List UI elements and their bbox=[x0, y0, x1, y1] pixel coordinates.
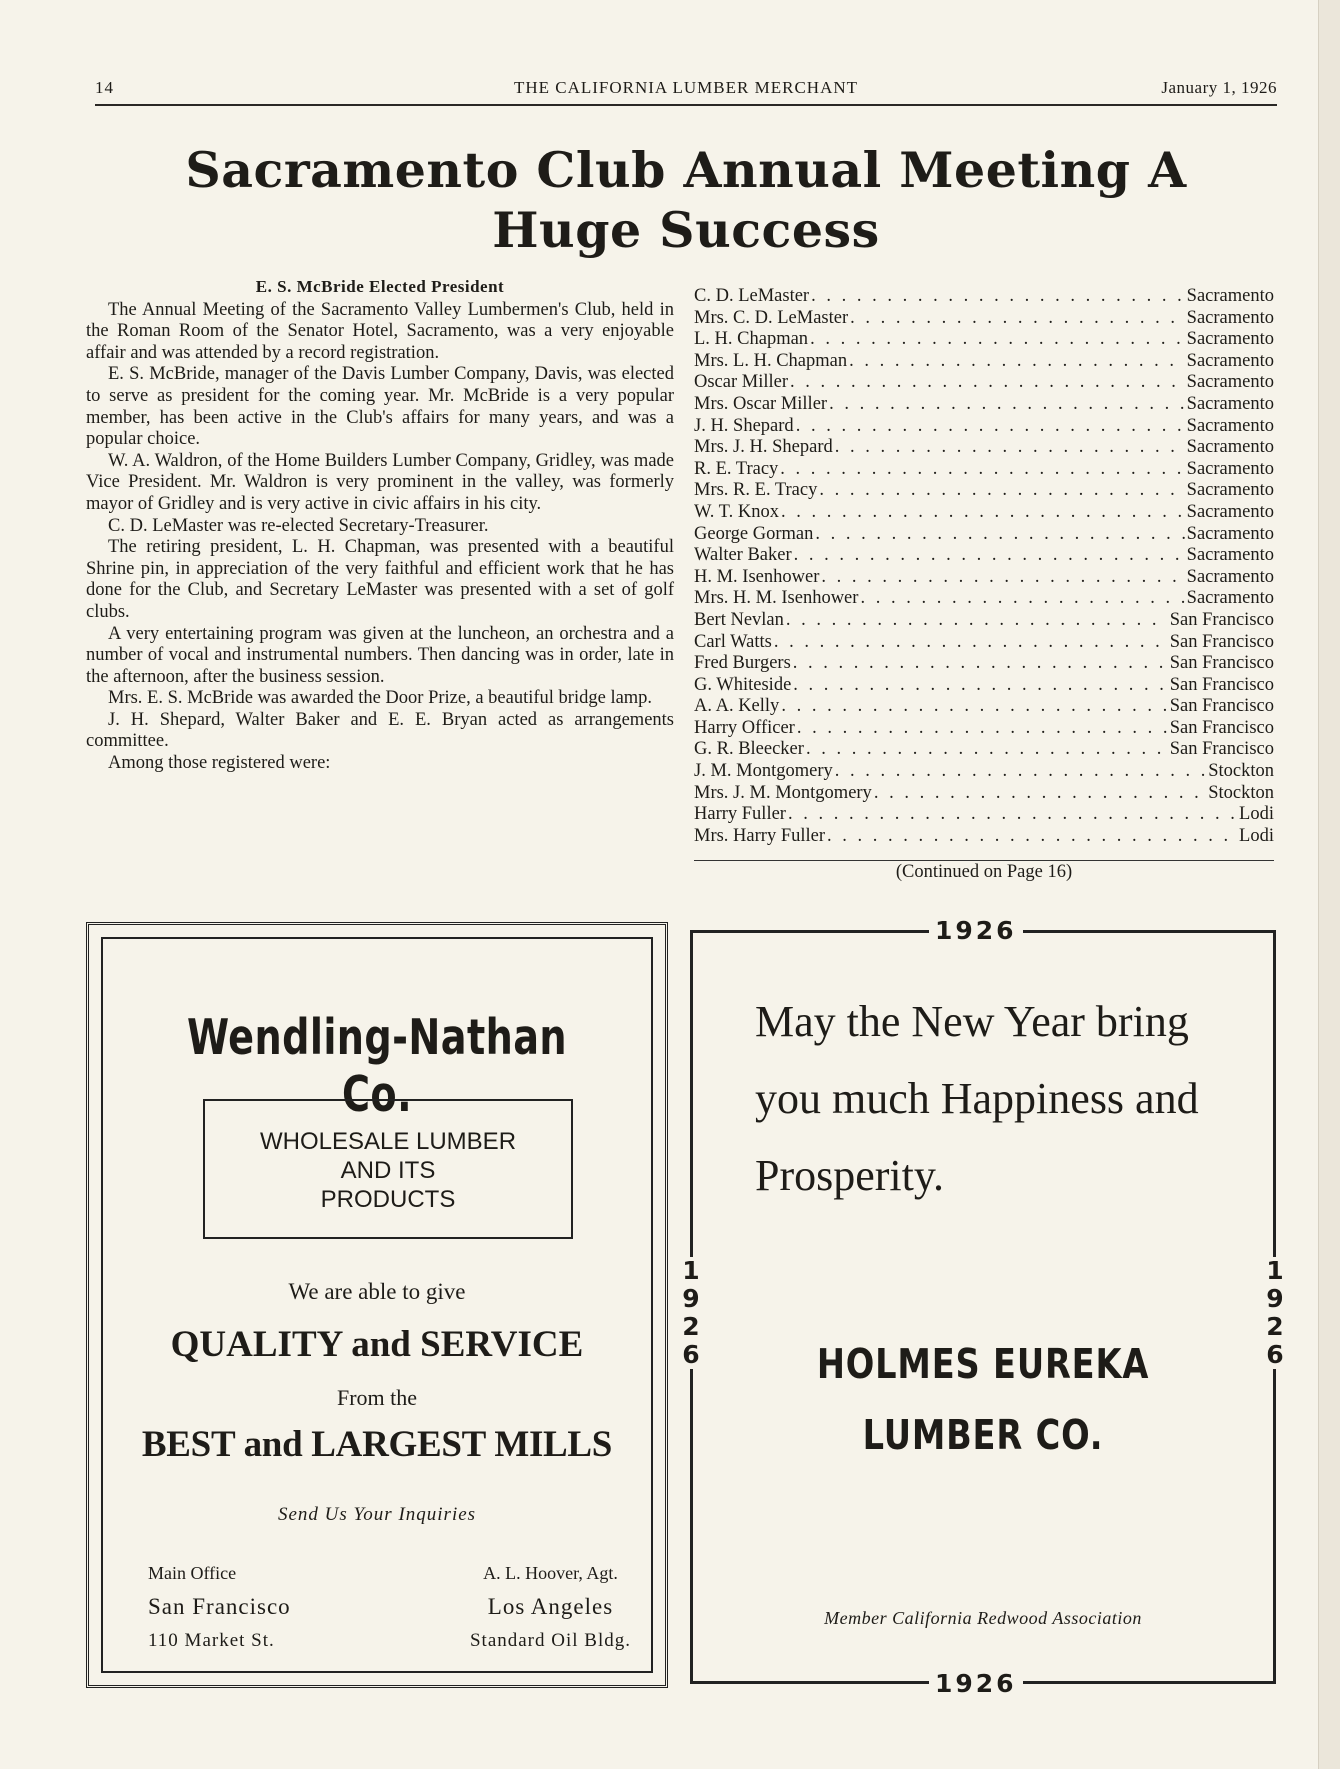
registrant-row bbox=[694, 610, 1274, 632]
article-paragraph: E. S. McBride, manager of the Davis Lumber Company, Davis, was elected to serve as president for the coming year. Mr. McBride is a very popular member, has been active in the Club's affairs for many years, and was a popular choice. bbox=[86, 364, 674, 450]
ad-product-box bbox=[203, 1099, 573, 1239]
office-label: A. L. Hoover, Agt. bbox=[483, 1563, 618, 1583]
leader-dots bbox=[835, 761, 1206, 783]
registrant-row bbox=[694, 372, 1274, 394]
registrant-name: Walter Baker bbox=[694, 545, 792, 566]
box-line: AND ITS bbox=[340, 1157, 436, 1184]
article-paragraph: The Annual Meeting of the Sacramento Valley Lumbermen's Club, held in the Roman Room of the Senator Hotel, Sacramento, was a very enjoyable affair and was attended by a record registration. bbox=[86, 299, 674, 363]
office-address: Standard Oil Bldg. bbox=[469, 1630, 631, 1651]
office-city: Los Angeles bbox=[487, 1594, 614, 1619]
registrant-row bbox=[694, 653, 1274, 675]
registrant-city: San Francisco bbox=[1169, 631, 1274, 652]
registrant-name: Harry Officer bbox=[694, 717, 795, 738]
registrant-row bbox=[694, 416, 1274, 438]
new-year-greeting bbox=[755, 983, 1225, 1214]
year-bottom: 1926 bbox=[929, 1669, 1023, 1698]
greeting-line: you much Happiness and bbox=[755, 1074, 1199, 1123]
article-subheading: E. S. McBride Elected President bbox=[255, 277, 505, 296]
registrant-row bbox=[694, 459, 1274, 481]
registrant-row bbox=[694, 308, 1274, 330]
year-vertical-left: 1 9 2 6 bbox=[678, 1257, 704, 1369]
registrant-name: Mrs. Oscar Miller bbox=[694, 393, 828, 414]
headline-line-1: Sacramento Club Annual Meeting A bbox=[185, 141, 1187, 199]
registrant-city: San Francisco bbox=[1169, 653, 1274, 674]
registrant-city: Sacramento bbox=[1186, 286, 1274, 306]
registrant-name: Mrs. H. M. Isenhower bbox=[694, 588, 859, 609]
leader-dots bbox=[850, 308, 1185, 330]
office-city: San Francisco bbox=[148, 1594, 291, 1619]
page-edge bbox=[1318, 0, 1340, 1769]
article-paragraph: J. H. Shepard, Walter Baker and E. E. Bryan acted as arrangements committee. bbox=[86, 709, 674, 752]
registrant-row bbox=[694, 826, 1274, 848]
page-number: 14 bbox=[95, 78, 114, 97]
registrant-row bbox=[694, 329, 1274, 351]
registrant-city: San Francisco bbox=[1169, 674, 1274, 695]
ad-line-mills: BEST and LARGEST MILLS bbox=[141, 1424, 613, 1465]
registrant-city: Sacramento bbox=[1186, 458, 1274, 479]
issue-date: January 1, 1926 bbox=[1161, 78, 1277, 97]
leader-dots bbox=[815, 524, 1184, 546]
registrant-city: Sacramento bbox=[1186, 545, 1274, 566]
registrant-city: Lodi bbox=[1239, 825, 1274, 846]
registrant-row bbox=[694, 545, 1274, 567]
registrant-city: San Francisco bbox=[1169, 717, 1274, 738]
ad-line-quality: QUALITY and SERVICE bbox=[170, 1324, 584, 1365]
leader-dots bbox=[780, 459, 1184, 481]
registrant-city: Sacramento bbox=[1186, 501, 1274, 522]
leader-dots bbox=[849, 351, 1185, 373]
leader-dots bbox=[788, 804, 1237, 826]
registrant-name: L. H. Chapman bbox=[694, 329, 809, 350]
greeting-line: May the New Year bring bbox=[755, 997, 1189, 1046]
registrant-name: A. A. Kelly bbox=[694, 696, 780, 717]
year-top: 1926 bbox=[929, 916, 1023, 945]
registrant-city: Sacramento bbox=[1186, 566, 1274, 587]
leader-dots bbox=[811, 286, 1185, 308]
registrant-city: Sacramento bbox=[1186, 393, 1274, 414]
registrant-name: Mrs. J. H. Shepard bbox=[694, 437, 833, 458]
registrant-row bbox=[694, 437, 1274, 459]
leader-dots bbox=[781, 696, 1167, 718]
registrant-city: Sacramento bbox=[1186, 307, 1274, 328]
registrant-name: Mrs. Harry Fuller bbox=[694, 825, 826, 846]
registrant-name: Oscar Miller bbox=[694, 372, 789, 393]
article-paragraph: The retiring president, L. H. Chapman, was presented with a beautiful Shrine pin, in appreciation of the very faithful and efficient work that he has done for the Club, and Secretary LeMaster was presented with a set of golf clubs. bbox=[86, 537, 674, 622]
registrant-name: J. M. Montgomery bbox=[694, 761, 833, 782]
registrant-name: Fred Burgers bbox=[694, 653, 791, 674]
ad-company-name: Wendling-Nathan Co. bbox=[186, 1009, 568, 1123]
registrant-row bbox=[694, 783, 1274, 805]
office-label: Main Office bbox=[148, 1563, 237, 1583]
column-rule bbox=[694, 860, 1274, 861]
registrant-row bbox=[694, 718, 1274, 740]
registrant-row bbox=[694, 739, 1274, 761]
registrant-name: G. Whiteside bbox=[694, 674, 792, 695]
registrant-city: Sacramento bbox=[1186, 415, 1274, 436]
registrant-city: San Francisco bbox=[1169, 696, 1274, 717]
page-header bbox=[95, 74, 1277, 106]
registrant-name: Harry Fuller bbox=[694, 804, 786, 825]
registrant-row bbox=[694, 394, 1274, 416]
registrant-name: Carl Watts bbox=[694, 631, 772, 652]
holmes-eureka-ad bbox=[682, 916, 1284, 1698]
registrant-row bbox=[694, 351, 1274, 373]
leader-dots bbox=[827, 826, 1237, 848]
leader-dots bbox=[793, 675, 1167, 697]
leader-dots bbox=[781, 502, 1185, 524]
leader-dots bbox=[790, 372, 1185, 394]
headline-line-2: Huge Success bbox=[492, 201, 880, 259]
ad-line: From the bbox=[336, 1385, 418, 1410]
registrant-name: Mrs. L. H. Chapman bbox=[694, 350, 848, 371]
leader-dots bbox=[835, 437, 1185, 459]
registrant-name: Mrs. R. E. Tracy bbox=[694, 480, 818, 501]
leader-dots bbox=[794, 545, 1185, 567]
registrant-name: Bert Nevlan bbox=[694, 609, 784, 630]
registrant-row bbox=[694, 675, 1274, 697]
leader-dots bbox=[806, 739, 1168, 761]
registrant-city: Sacramento bbox=[1186, 480, 1274, 501]
article-headline bbox=[95, 140, 1277, 260]
registrant-city: Lodi bbox=[1239, 804, 1274, 825]
registrant-city: Sacramento bbox=[1186, 588, 1274, 609]
leader-dots bbox=[774, 632, 1168, 654]
leader-dots bbox=[829, 394, 1185, 416]
article-paragraph: Among those registered were: bbox=[108, 753, 331, 774]
registrant-name: Mrs. C. D. LeMaster bbox=[694, 307, 849, 328]
registrant-row bbox=[694, 761, 1274, 783]
wendling-nathan-ad bbox=[86, 922, 668, 1688]
registrant-city: Sacramento bbox=[1186, 350, 1274, 371]
leader-dots bbox=[860, 588, 1184, 610]
registrant-row bbox=[694, 567, 1274, 589]
registrant-row bbox=[694, 588, 1274, 610]
registrant-city: Stockton bbox=[1208, 761, 1274, 782]
registrant-list bbox=[694, 286, 1274, 847]
registrant-city: Sacramento bbox=[1186, 329, 1274, 350]
ad-line: We are able to give bbox=[288, 1279, 466, 1304]
registrant-name: H. M. Isenhower bbox=[694, 566, 820, 587]
ad-inquiries: Send Us Your Inquiries bbox=[277, 1504, 477, 1525]
registrant-city: San Francisco bbox=[1169, 609, 1274, 630]
registrant-name: George Gorman bbox=[694, 523, 814, 544]
greeting-line: Prosperity. bbox=[755, 1151, 945, 1200]
leader-dots bbox=[793, 653, 1168, 675]
article-paragraph: W. A. Waldron, of the Home Builders Lumber Company, Gridley, was made Vice President. Mr. Waldron is very prominent in the valley, was formerly mayor of Gridley and is very active in civic affairs in his city. bbox=[86, 450, 674, 514]
article-paragraph: C. D. LeMaster was re-elected Secretary-Treasurer. bbox=[108, 515, 489, 536]
registrant-row bbox=[694, 696, 1274, 718]
holmes-company-line-2: LUMBER CO. bbox=[862, 1411, 1104, 1459]
box-line: PRODUCTS bbox=[320, 1186, 456, 1213]
main-office bbox=[148, 1563, 291, 1652]
registrant-city: Sacramento bbox=[1186, 372, 1274, 393]
registrant-name: R. E. Tracy bbox=[694, 458, 779, 479]
agent-office bbox=[470, 1563, 631, 1652]
publication-title: THE CALIFORNIA LUMBER MERCHANT bbox=[513, 78, 859, 97]
registrant-row bbox=[694, 480, 1274, 502]
leader-dots bbox=[796, 416, 1185, 438]
article-paragraph: A very entertaining program was given at the luncheon, an orchestra and a number of vocal and instrumental numbers. Then dancing was in order, late in the afternoon, after the business session. bbox=[86, 623, 674, 687]
registrant-row bbox=[694, 286, 1274, 308]
holmes-company-line-1: HOLMES EUREKA bbox=[816, 1340, 1150, 1388]
leader-dots bbox=[819, 480, 1184, 502]
association-membership: Member California Redwood Association bbox=[824, 1608, 1142, 1628]
office-address: 110 Market St. bbox=[148, 1630, 275, 1651]
registrant-row bbox=[694, 632, 1274, 654]
leader-dots bbox=[821, 567, 1184, 589]
registrant-city: Sacramento bbox=[1186, 437, 1274, 458]
registrant-name: C. D. LeMaster bbox=[694, 286, 810, 306]
article-paragraph: Mrs. E. S. McBride was awarded the Door Prize, a beautiful bridge lamp. bbox=[108, 688, 653, 709]
leader-dots bbox=[797, 718, 1168, 740]
registrant-city: Sacramento bbox=[1186, 523, 1274, 544]
leader-dots bbox=[810, 329, 1185, 351]
article-body bbox=[86, 276, 674, 775]
registrant-name: Mrs. J. M. Montgomery bbox=[694, 782, 872, 803]
leader-dots bbox=[786, 610, 1168, 632]
registrant-city: Stockton bbox=[1208, 782, 1274, 803]
continued-note: (Continued on Page 16) bbox=[895, 862, 1073, 882]
registrant-name: W. T. Knox bbox=[694, 501, 779, 522]
registrant-row bbox=[694, 804, 1274, 826]
registrant-name: J. H. Shepard bbox=[694, 415, 794, 436]
registrant-name: G. R. Bleecker bbox=[694, 739, 804, 760]
ad-inner-border bbox=[101, 937, 653, 1673]
registrant-row bbox=[694, 524, 1274, 546]
year-vertical-right: 1 9 2 6 bbox=[1262, 1257, 1288, 1369]
box-line: WHOLESALE LUMBER bbox=[259, 1128, 517, 1155]
registrant-row bbox=[694, 502, 1274, 524]
registrant-city: San Francisco bbox=[1169, 739, 1274, 760]
leader-dots bbox=[874, 783, 1206, 805]
